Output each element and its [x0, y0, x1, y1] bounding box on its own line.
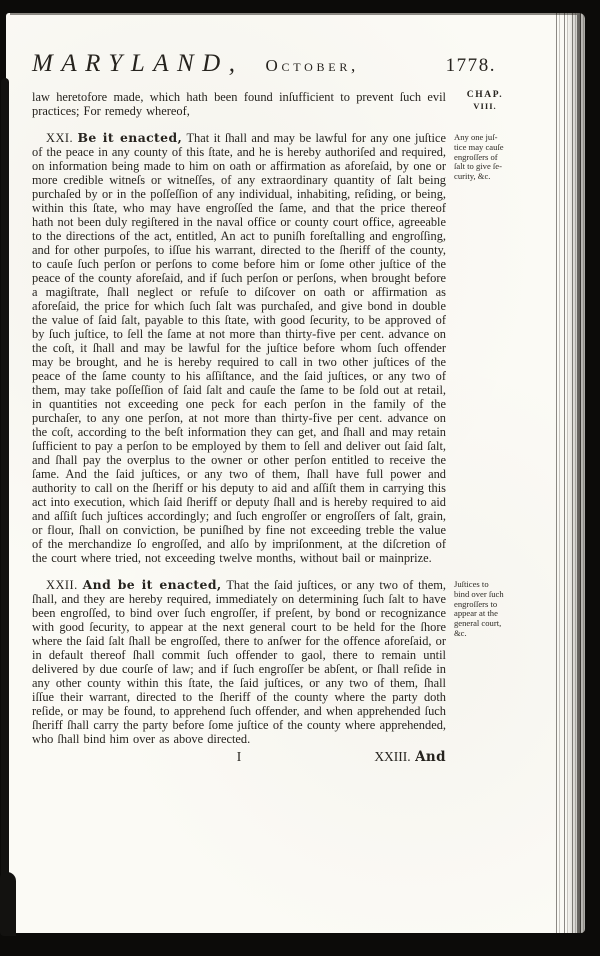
margin-note-line: bind over ſuch [454, 588, 504, 599]
margin-note-line: &c. [454, 627, 467, 638]
section-number: XXI. [46, 131, 74, 145]
header-state-title: MARYLAND, [32, 50, 244, 77]
margin-note-line: engroſſers of [454, 151, 498, 162]
margin-note-line: ſalt to give ſe- [454, 161, 502, 172]
enacting-clause: Be it enacted, [77, 130, 183, 145]
intro-paragraph [32, 90, 504, 118]
header-session-month: October, [265, 56, 360, 75]
margin-note-line: appear at the [454, 608, 498, 619]
chapter-label: CHAP. [466, 90, 504, 100]
margin-note-line: general court, [454, 618, 502, 629]
chapter-numeral: VIII. [473, 100, 497, 111]
margin-note-line: tice may cauſe [454, 141, 504, 152]
section-number: XXII. [46, 578, 78, 592]
catchword-number: XXIII. [374, 749, 411, 764]
header-year: 1778. [445, 55, 496, 76]
margin-note [454, 133, 518, 182]
margin-note-line: Juſtices to [454, 579, 489, 589]
chapter-margin-note [454, 90, 516, 111]
left-scan-artifact-blob [0, 872, 16, 936]
running-header [32, 50, 496, 78]
left-scan-artifact-bar [1, 78, 9, 933]
section-xxi [32, 130, 504, 565]
catchword-word: And [415, 749, 446, 765]
signature-mark: I [236, 749, 242, 764]
page-content [6, 13, 585, 770]
enacting-clause: And be it enacted, [82, 577, 222, 592]
section-xxii [32, 577, 504, 746]
margin-note-line: Any one juſ- [454, 132, 498, 142]
catchword [374, 750, 446, 764]
section-body: That it ſhall and may be lawful for any one juſtice of the peace in any county of this ſtate, and he is hereby authoriſed and required, on information being made to him on oath or affirmation as aforeſaid, by one or more credible witneſs or witneſſes, of any extraordinary quantity of ſalt being purchaſed by or in the poſſeſſion of any individual, inhabiting, reſiding, or being, within this ſtate, who may have engroſſed the ſame, and that the price thereof hath not been duly regiſtered in the naval office or county court office, agreeable to the directions of the act, entitled, An act to puniſh foreſtalling and engroſſing, and for other purpoſes, to iſſue his warrant, directed to the ſheriff of the county, to cauſe ſuch perſon or perſons to come before him or ſome other juſtice of the peace of the county aforeſaid, and if ſuch perſon or perſons, when brought before a magiſtrate, ſhall neglect or refuſe to diſcover on oath or affirmation as aforeſaid, the price for which ſuch ſalt was purchaſed, and give bond in double the value of ſaid ſalt, payable to this ſtate, with good ſecurity, to be approved of by ſuch juſtice, to ſell the ſame at not more than thirty-five per cent. advance on the coſt, it ſhall and may be lawful for the juſtice before whom ſuch offender may be brought, and he is hereby required to call in two other juſtices of the peace of the ſame county to his aſſiſtance, and the ſaid juſtices, or any two of them, may take poſſeſſion of ſaid ſalt and cauſe the ſame to be ſold out at retail, in quantities not exceeding one peck for each perſon in the family of the purchaſer, to any one perſon, at not more than thirty-five per cent. advance on the coſt, according to the beſt information they can get, and ſhall and may retain ſufficient to pay a perſon to be employed by them to ſell and deliver out ſaid ſalt, and ſhall pay the overplus to the owner or other perſon entitled to receive the ſame. And the ſaid juſtices, or any two of them, ſhall have full power and authority to call on the ſheriff or his deputy to aid and aſſiſt them in carrying this act into execution, which ſaid ſheriff or deputy ſhall and is hereby required to aid and aſſiſt ſuch juſtices accordingly; and ſuch engroſſer or engroſſers of ſalt, grain, or flour, ſhall on conviction, be puniſhed by fine not exceeding treble the value of the merchandize ſo engroſſed, and alſo by impriſonment, at the diſcretion of the court where tried, not exceeding twelve months, without bail or mainprize. [32, 131, 446, 565]
margin-note-line: curity, &c. [454, 171, 491, 182]
margin-note-line: engroſſers to [454, 598, 498, 609]
document-page [6, 13, 585, 933]
text-column [32, 90, 504, 770]
page-edge-dark-line [577, 13, 581, 933]
margin-note [454, 580, 518, 639]
intro-text: law heretofore made, which hath been found inſufficient to prevent ſuch evil practices; For remedy whereof, [32, 90, 446, 118]
section-body: That the ſaid juſtices, or any two of them, ſhall, and they are hereby required, immediately on determining ſuch ſalt to have been engroſſed, to bind over ſuch engroſſer, if preſent, by bond or recognizance with good ſecurity, to appear at the next general court to be held for the ſhore where the ſaid ſalt ſhall be engroſſed, there to anſwer for the offence aforeſaid, or in default thereof ſhall commit ſuch offender to gaol, there to remain until delivered by due courſe of law; and if ſuch engroſſer be abſent, or ſhall reſide in any other county within this ſtate, the ſaid juſtices, or any two of them, ſhall iſſue their warrant, directed to the ſheriff of the county where the party doth reſide, or may be found, to apprehend ſuch offender, and when apprehended ſuch ſheriff ſhall carry the party before ſome juſtice of the county where apprehended, who ſhall bind him over as above directed. [32, 578, 446, 746]
page-footer-line [32, 750, 446, 770]
